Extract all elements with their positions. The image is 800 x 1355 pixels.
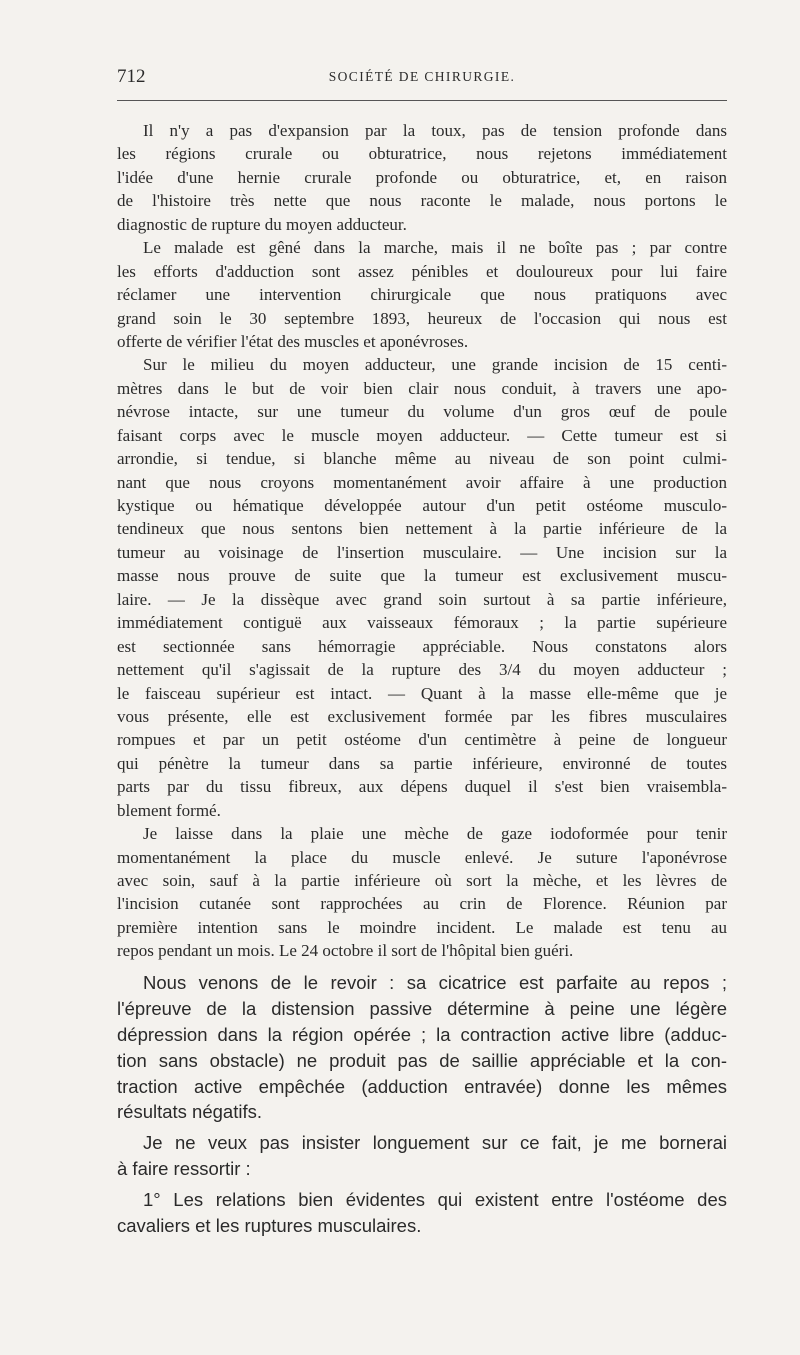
text-line: l'idée d'une hernie crurale profonde ou obturatrice, et, en raison bbox=[117, 167, 727, 187]
body-text-small bbox=[117, 119, 727, 963]
text-line: laire. — Je la dissèque avec grand soin surtout à sa partie inférieure, bbox=[117, 589, 727, 609]
text-line: tumeur au voisinage de l'insertion musculaire. — Une incision sur la bbox=[117, 542, 727, 562]
text-line: de l'histoire très nette que nous raconte le malade, nous portons le bbox=[117, 191, 727, 211]
text-line: tion sans obstacle) ne produit pas de saillie appréciable et la con- bbox=[117, 1049, 727, 1071]
text-line: nant que nous croyons momentanément avoir affaire à une production bbox=[117, 472, 727, 492]
text-line: Nous venons de le revoir : sa cicatrice est parfaite au repos ; bbox=[143, 972, 727, 993]
text-line: Je laisse dans la plaie une mèche de gaze iodoformée pour tenir bbox=[143, 824, 727, 844]
text-line: l'incision cutanée sont rapprochées au crin de Florence. Réunion par bbox=[117, 894, 727, 914]
text-line: qui pénètre la tumeur dans sa partie inférieure, environné de toutes bbox=[117, 753, 727, 773]
text-line: diagnostic de rupture du moyen adducteur. bbox=[117, 214, 407, 234]
paragraph bbox=[117, 119, 727, 236]
text-line: repos pendant un mois. Le 24 octobre il sort de l'hôpital bien guéri. bbox=[117, 941, 574, 961]
text-line: Le malade est gêné dans la marche, mais il ne boîte pas ; par contre bbox=[143, 238, 727, 258]
text-line: kystique ou hématique développée autour d'un petit ostéome musculo- bbox=[117, 496, 727, 515]
paragraph bbox=[117, 236, 727, 353]
text-line: faisant corps avec le muscle moyen adducteur. — Cette tumeur est si bbox=[117, 425, 727, 445]
text-line: est sectionnée sans hémorragie appréciable. Nous constatons alors bbox=[117, 636, 727, 656]
running-head: SOCIÉTÉ DE CHIRURGIE. bbox=[328, 69, 516, 84]
text-line: blement formé. bbox=[117, 800, 221, 820]
text-line: vous présente, elle est exclusivement formée par les fibres musculaires bbox=[117, 706, 727, 726]
text-line: nettement qu'il s'agissait de la rupture des 3/4 du moyen adducteur ; bbox=[117, 660, 727, 680]
text-line: momentanément la place du muscle enlevé. Je suture l'aponévrose bbox=[117, 847, 727, 867]
text-line: les régions crurale ou obturatrice, nous rejetons immédiatement bbox=[117, 144, 727, 164]
text-line: mètres dans le but de voir bien clair nous conduit, à travers une apo- bbox=[117, 378, 727, 398]
text-line: première intention sans le moindre incident. Le malade est tenu au bbox=[117, 917, 727, 937]
text-line: parts par du tissu fibreux, aux dépens duquel il s'est bien vraisembla- bbox=[117, 777, 727, 797]
text-line: réclamer une intervention chirurgicale que nous pratiquons avec bbox=[117, 285, 727, 305]
text-line: l'épreuve de la distension passive détermine à peine une légère bbox=[117, 997, 727, 1019]
text-line: rompues et par un petit ostéome d'un centimètre à peine de longueur bbox=[117, 730, 727, 750]
text-line: immédiatement contiguë aux vaisseaux fémoraux ; la partie supérieure bbox=[117, 613, 727, 633]
page-header bbox=[117, 66, 727, 92]
paragraph bbox=[117, 353, 727, 822]
text-line: traction active empêchée (adduction entravée) donne les mêmes bbox=[117, 1075, 727, 1097]
paragraph bbox=[117, 822, 727, 963]
text-line: avec soin, sauf à la partie inférieure où sort la mèche, et les lèvres de bbox=[117, 871, 727, 890]
text-line: Sur le milieu du moyen adducteur, une grande incision de 15 centi- bbox=[143, 355, 727, 375]
text-line: dépression dans la région opérée ; la contraction active libre (adduc- bbox=[117, 1023, 727, 1045]
text-line: résultats négatifs. bbox=[117, 1101, 262, 1123]
text-line: grand soin le 30 septembre 1893, heureux de l'occasion qui nous est bbox=[117, 308, 727, 328]
text-line: arrondie, si tendue, si blanche même au niveau de son point culmi- bbox=[117, 449, 727, 469]
paragraph bbox=[117, 1187, 727, 1239]
text-line: tendineux que nous sentons bien nettement à la partie inférieure de la bbox=[117, 519, 727, 539]
text-line: Je ne veux pas insister longuement sur ce fait, je me bornerai bbox=[143, 1132, 727, 1154]
paragraph bbox=[117, 970, 727, 1125]
text-line: Il n'y a pas d'expansion par la toux, pas de tension profonde dans bbox=[143, 121, 727, 140]
paragraph bbox=[117, 1130, 727, 1182]
text-line: à faire ressortir : bbox=[117, 1158, 251, 1180]
text-line: offerte de vérifier l'état des muscles et aponévroses. bbox=[117, 331, 469, 351]
text-line: névrose intacte, sur une tumeur du volume d'un gros œuf de poule bbox=[117, 402, 727, 422]
page-number: 712 bbox=[117, 66, 146, 87]
text-line: 1° Les relations bien évidentes qui existent entre l'ostéome des bbox=[143, 1189, 727, 1211]
body-text-large bbox=[117, 970, 727, 1239]
text-line: cavaliers et les ruptures musculaires. bbox=[117, 1215, 422, 1237]
text-line: les efforts d'adduction sont assez pénibles et douloureux pour lui faire bbox=[117, 261, 727, 281]
header-rule bbox=[117, 100, 727, 101]
text-line: masse nous prouve de suite que la tumeur est exclusivement muscu- bbox=[117, 566, 727, 586]
text-line: le faisceau supérieur est intact. — Quant à la masse elle-même que je bbox=[117, 683, 727, 703]
